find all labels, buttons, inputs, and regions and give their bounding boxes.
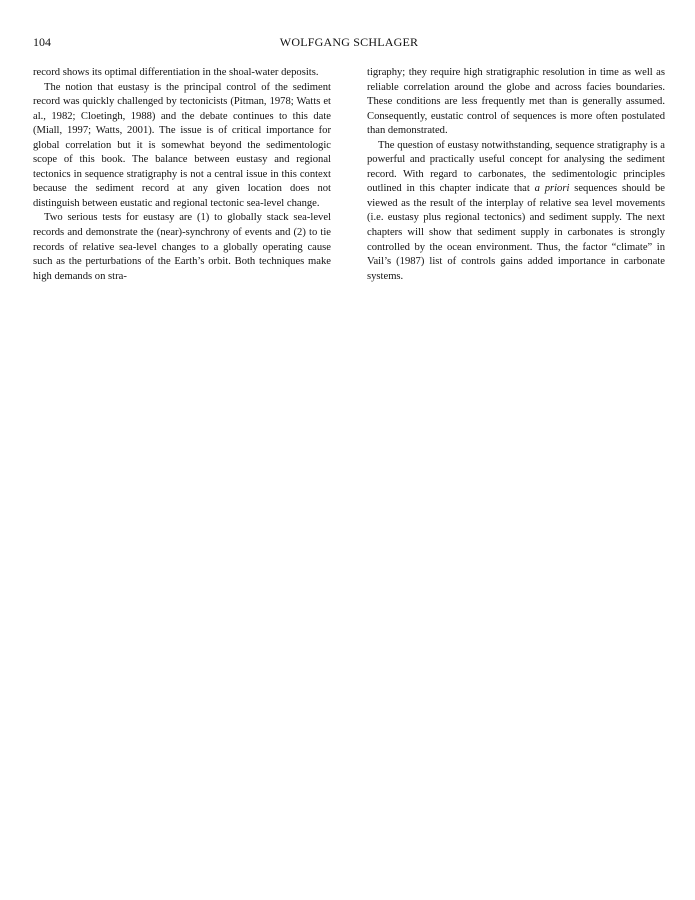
paragraph-eustasy-tests: Two serious tests for eustasy are (1) to globally stack sea-level records and demonstrate the (near)-synchrony of events and (2) to tie records of relative sea-level changes to a globally operating cause such as the perturbations of the Earth’s orbit. Both techniques make high demands on stra- (33, 212, 331, 282)
left-column (33, 66, 331, 284)
paragraph-text-start: The question of eustasy notwithstanding, sequence stratigraphy is a powerful and practically useful concept for analysing the sediment record. With regard to carbonates, the sedimentologic principles outlined in this chapter indicate that (367, 139, 665, 195)
paragraph-sequence-stratigraphy (367, 139, 665, 284)
running-head: WOLFGANG SCHLAGER (279, 35, 419, 49)
body-text (33, 66, 665, 284)
paragraph-continued: record shows its optimal differentiation in the shoal-water deposits. (33, 67, 319, 78)
italic-term: a priori (534, 183, 570, 195)
right-column (367, 66, 665, 284)
paragraph-stratigraphy-requirements: tigraphy; they require high stratigraphic resolution in time as well as reliable correlation around the globe and across facies boundaries. These conditions are less frequently met than is generally assumed. Consequently, eustatic control of sequences is more often postulated than demonstrated. (367, 67, 665, 137)
paragraph-eustasy-debate: The notion that eustasy is the principal control of the sediment record was quickly challenged by tectonicists (Pitman, 1978; Watts et al., 1982; Cloetingh, 1988) and the debate continues to this date (Miall, 1997; Watts, 2001). The issue is of critical importance for global correlation but it is somewhat beyond the sedimentologic scope of this book. The balance between eustasy and regional tectonics in sequence stratigraphy is not a central issue in this context because the sediment record at any given location does not distinguish between eustatic and regional tectonic sea-level change. (33, 81, 331, 209)
paragraph-text-end: sequences should be viewed as the result of the interplay of relative sea level movements (i.e. eustasy plus regional tectonics) and sediment supply. The next chapters will show that sediment supply in carbonates is strongly controlled by the ocean environment. Thus, the factor “climate” in Vail’s (1987) list of controls gains added importance in carbonate systems. (367, 183, 666, 282)
page-number: 104 (33, 35, 51, 49)
page-header (33, 34, 665, 50)
